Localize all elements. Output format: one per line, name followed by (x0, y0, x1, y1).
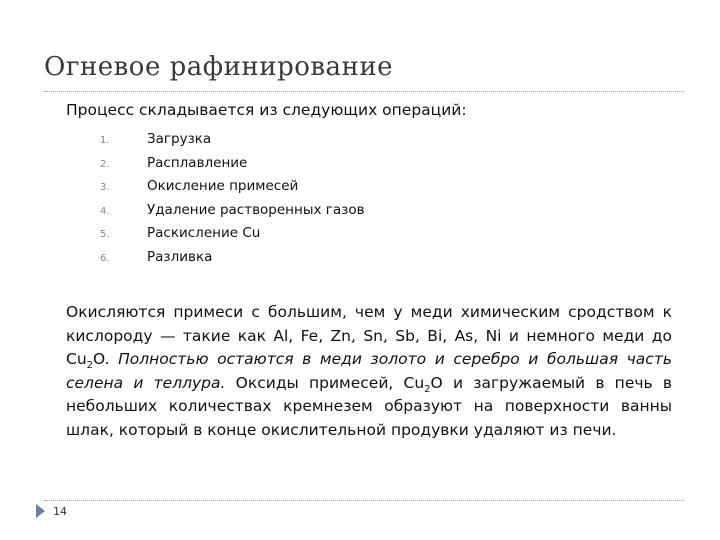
list-item-text: Разливка (147, 248, 213, 265)
list-item-number: 1. (100, 135, 110, 146)
subscript: 2 (424, 383, 431, 395)
list-item-text: Загрузка (147, 131, 212, 147)
list-item-number: 5. (100, 229, 110, 240)
play-arrow-icon (36, 504, 45, 518)
slide-title: Огневое рафинирование (44, 52, 394, 82)
list-item (100, 128, 365, 152)
list-item (100, 152, 365, 176)
list-item-text: Окисление примесей (147, 178, 299, 194)
list-item-number: 4. (100, 205, 110, 217)
list-item (100, 199, 365, 223)
list-item (100, 222, 365, 246)
paragraph-italic: Полностью остаются в меди золото и серебро и большая часть селена и теллура. (66, 350, 672, 392)
body-paragraph (66, 301, 672, 442)
paragraph-part: Оксиды примесей, Cu (225, 373, 425, 392)
list-item-text: Расплавление (147, 154, 248, 171)
list-item-text: Удаление растворенных газов (147, 201, 365, 218)
operations-list (100, 128, 365, 269)
intro-text: Процесс складывается из следующих операций: (66, 101, 467, 119)
list-item-number: 6. (100, 252, 110, 264)
list-item-number: 3. (100, 182, 110, 193)
paragraph-part: Окисляются примеси с большим, чем у меди химическим сродством к кислороду — такие как Al, Fe, Zn, Sn, Sb, Bi, As, Ni и немного меди до Cu (66, 303, 672, 368)
subscript: 2 (86, 360, 94, 372)
list-item-number: 2. (100, 158, 110, 170)
title-divider (44, 91, 684, 92)
list-item (100, 246, 365, 270)
list-item-text: Раскисление Cu (147, 225, 261, 241)
paragraph-part: O и загружаемый в печь в небольших количествах кремнезем образуют на поверхности ванны шлак, который в конце окислительной продувки удаляют из печи. (66, 373, 672, 439)
footer-divider (44, 500, 684, 501)
page-number: 14 (53, 505, 67, 518)
paragraph-part: O. (93, 350, 119, 368)
list-item (100, 175, 365, 199)
